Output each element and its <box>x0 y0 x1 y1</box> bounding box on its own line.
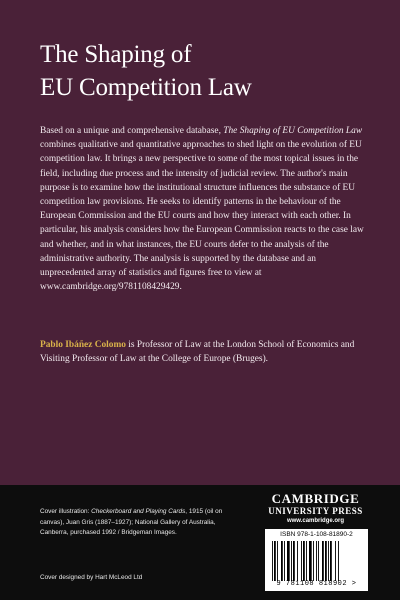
barcode-bars-icon <box>271 541 362 581</box>
book-title <box>40 38 252 104</box>
credit-prefix: Cover illustration: <box>40 508 92 515</box>
footer-band <box>0 485 400 600</box>
credit-details: , 1915 (oil on canvas), Juan Gris (1887–1927); National Gallery of Australia, Canberra, purchased 1992 / Bridgeman Images. <box>40 508 223 537</box>
title-line-1: The Shaping of <box>40 41 192 68</box>
barcode-digits: 9 781108 818902 > <box>276 580 357 588</box>
author-description: is Professor of Law at the London School of Economics and Visiting Professor of Law at the College of Europe (Bruges). <box>40 340 355 365</box>
blurb-paragraph <box>40 124 372 294</box>
cover-illustration-credit <box>40 507 240 539</box>
publisher-subtitle: UNIVERSITY PRESS <box>268 506 363 516</box>
credit-artwork-title: Checkerboard and Playing Cards <box>91 508 186 515</box>
blurb-book-title: The Shaping of EU Competition Law <box>223 126 363 136</box>
publisher-logo <box>263 492 368 526</box>
cover-designer-credit: Cover designed by Hart McLeod Ltd <box>40 574 143 581</box>
isbn-label: ISBN 978-1-108-81890-2 <box>280 531 353 538</box>
isbn-barcode <box>265 529 368 591</box>
publisher-name: CAMBRIDGE <box>271 491 360 506</box>
author-bio <box>40 338 370 366</box>
title-line-2: EU Competition Law <box>40 74 252 101</box>
author-name: Pablo Ibáñez Colomo <box>40 340 126 350</box>
publisher-url: www.cambridge.org <box>286 518 345 524</box>
blurb-body: combines qualitative and quantitative approaches to shed light on the evolution of EU competition law. It brings a new perspective to some of the most topical issues in the field, including due process and the intensity of judicial review. The author's main purpose is to examine how the institutional structure influences the substance of EU competition law provisions. He seeks to identify patterns in the behaviour of the European Commission and the EU courts and how they interact with each other. In particular, his analysis considers how the European Commission reacts to the case law and whether, and in what instances, the EU courts defer to the analysis of the administrative authority. The analysis is supported by the database and an unprecedented array of statistics and figures free to view at www.cambridge.org/9781108429429. <box>40 140 364 293</box>
blurb-intro: Based on a unique and comprehensive database, <box>40 126 224 136</box>
